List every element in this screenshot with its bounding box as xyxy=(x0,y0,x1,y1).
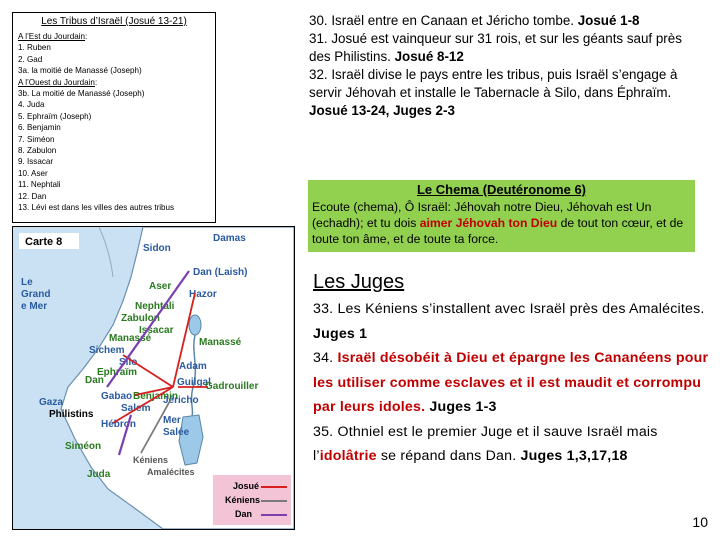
event-34-num: 34. xyxy=(313,350,338,366)
tribe-item: 6. Benjamin xyxy=(18,123,61,133)
chema-highlight: aimer Jéhovah ton Dieu xyxy=(419,216,558,230)
west-header-line xyxy=(18,77,210,88)
event-31-ref: Josué 8-12 xyxy=(394,49,464,64)
sea-of-galilee xyxy=(189,315,201,335)
tribe-item: 12. Dan xyxy=(18,191,47,201)
map-label-gadrouiller: Gadrouiller xyxy=(205,381,259,392)
map-label-gaza: Gaza xyxy=(39,397,63,408)
map-title: Carte 8 xyxy=(25,236,63,248)
map-label-sea-1: Le xyxy=(21,277,33,288)
map-label-issacar: Issacar xyxy=(139,325,174,336)
map-label-silo: Silo xyxy=(119,357,138,368)
event-33 xyxy=(313,297,713,346)
east-header: A l’Est du Jourdain xyxy=(18,32,86,41)
event-30 xyxy=(309,12,707,30)
event-34-ref: Juges 1-3 xyxy=(425,399,497,415)
map-label-mer-salee-2: Salée xyxy=(163,427,190,438)
legend-josue: Josué xyxy=(233,481,260,491)
event-35-text-2: se répand dans Dan. xyxy=(376,448,521,464)
page-number: 10 xyxy=(692,514,708,530)
map-label-aser: Aser xyxy=(149,281,172,292)
event-33-ref: Juges 1 xyxy=(313,325,368,342)
chema-title: Le Chema (Deutéronome 6) xyxy=(416,182,587,197)
event-35 xyxy=(313,420,713,469)
tribe-item: 9. Issacar xyxy=(18,157,54,167)
tribes-title: Les Tribus d’Israël (Josué 13-21) xyxy=(41,16,187,27)
event-34 xyxy=(313,346,713,420)
canaan-map xyxy=(12,226,295,530)
map-label-manasse-west: Manassé xyxy=(109,333,152,344)
map-label-guilgal: Guilgal xyxy=(177,377,211,388)
map-label-amalecites: Amalécites xyxy=(147,467,195,477)
map-label-hebron: Hébron xyxy=(101,419,136,430)
map-label-damas: Damas xyxy=(213,233,246,244)
juges-title: Les Juges xyxy=(313,271,405,293)
map-label-salem: Salem xyxy=(121,403,151,414)
map-label-simeon: Siméon xyxy=(65,441,102,452)
map-label-sea-3: e Mer xyxy=(21,301,48,312)
tribe-item: 1. Ruben xyxy=(18,43,51,53)
map-label-manasse-east: Manassé xyxy=(199,337,242,348)
map-label-jericho: Jéricho xyxy=(163,395,199,406)
map-label-sidon: Sidon xyxy=(143,243,171,254)
map-label-mer-salee-1: Mer xyxy=(163,415,181,426)
legend-dan: Dan xyxy=(235,509,253,519)
map-label-dan: Dan xyxy=(85,375,104,386)
map-label-sea-2: Grand xyxy=(21,289,51,300)
chema-text xyxy=(312,199,691,247)
tribe-item: 4. Juda xyxy=(18,100,45,110)
event-35-ref: Juges 1,3,17,18 xyxy=(520,448,628,464)
map-label-hazor: Hazor xyxy=(189,289,217,300)
chema-box xyxy=(308,180,695,252)
tribe-item: 7. Siméon xyxy=(18,134,55,144)
event-35-text-1: 35. Othniel est le premier Juge et il sauve Israël mais l’ xyxy=(313,423,658,464)
map-label-benjamin: Benjamin xyxy=(133,391,179,402)
east-colon: : xyxy=(85,32,88,41)
event-33-text: 33. Les Kéniens s’installent avec Israël près des Amalécites. xyxy=(313,301,705,317)
tribe-item: 2. Gad xyxy=(18,54,43,64)
map-label-adam: Adam xyxy=(179,361,207,372)
east-header-line xyxy=(18,31,210,42)
tribe-item: 5. Ephraïm (Joseph) xyxy=(18,111,92,121)
tribe-item: 3a. la moitié de Manassé (Joseph) xyxy=(18,66,142,76)
legend-keniens: Kéniens xyxy=(225,495,261,505)
event-30-ref: Josué 1-8 xyxy=(577,13,640,28)
map-label-dan-laish: Dan (Laish) xyxy=(193,267,248,278)
event-32-ref: Josué 13-24, Juges 2-3 xyxy=(309,103,455,118)
event-35-red: idolâtrie xyxy=(319,448,377,464)
event-30-text: 30. Israël entre en Canaan et Jéricho tombe. xyxy=(309,13,578,28)
map-label-ephraim: Ephraïm xyxy=(97,367,138,378)
map-label-juda: Juda xyxy=(87,469,111,480)
map-svg xyxy=(13,227,294,529)
map-label-philistins: Philistins xyxy=(49,409,94,420)
map-label-zabulon: Zabulon xyxy=(121,313,160,324)
tribes-box xyxy=(12,12,216,223)
chema-text-after: de tout ton cœur, et de toute ton âme, et de toute ta force. xyxy=(312,216,684,246)
map-label-keniens: Kéniens xyxy=(133,455,169,465)
event-31-text: 31. Josué est vainqueur sur 31 rois, et sur les géants sauf près des Philistins. xyxy=(309,31,682,64)
tribe-item: 10. Aser xyxy=(18,168,48,178)
event-31 xyxy=(309,30,707,66)
tribe-item: 13. Lévi est dans les villes des autres tribus xyxy=(18,203,175,213)
event-32 xyxy=(309,66,707,120)
chema-text-before: Ecoute (chema), Ô Israël: Jéhovah notre Dieu, Jéhovah est Un (echadh); et tu dois xyxy=(312,200,652,230)
event-34-red: Israël désobéit à Dieu et épargne les Cananéens pour les utiliser comme esclaves et il est maudit et corrompu par leurs idoles. xyxy=(313,350,709,415)
map-label-sichem: Sichem xyxy=(89,345,125,356)
tribe-item: 3b. La moitié de Manassé (Joseph) xyxy=(18,89,145,99)
tribe-item: 8. Zabulon xyxy=(18,146,57,156)
map-label-gabao: Gabao xyxy=(101,391,133,402)
map-label-nephtali: Nephtali xyxy=(135,301,175,312)
juges-body xyxy=(313,297,713,469)
events-30-32 xyxy=(309,12,707,120)
west-header: A l’Ouest du Jourdain xyxy=(18,77,95,87)
tribe-item: 11. Nephtali xyxy=(18,180,61,190)
event-32-text: 32. Israël divise le pays entre les tribus, puis Israël s’engage à servir Jéhovah et installe le Tabernacle à Silo, dans Éphraïm. xyxy=(309,67,678,100)
west-colon: : xyxy=(94,77,98,87)
